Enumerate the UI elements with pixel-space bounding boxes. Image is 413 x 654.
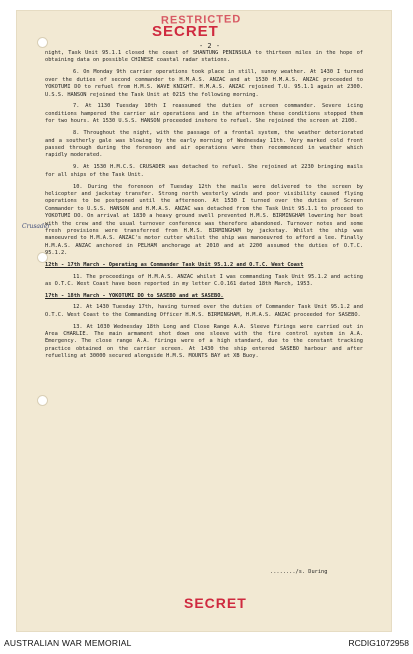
paragraph: 12. At 1430 Tuesday 17th, having turned over the duties of Commander Task Unit 95.1.2 and O.T.C. West Coast to the Commanding Officer H.M.S. BIRMINGHAM, H.M.A.S. ANZAC proceeded for SASEBO. [45,304,363,318]
section-heading: 12th - 17th March - Operating as Commander Task Unit 95.1.2 and O.T.C. West Coast [45,262,304,269]
margin-handwritten-note: Crusader [22,223,51,230]
paragraph: 11. The proceedings of H.M.A.S. ANZAC whilst I was commanding Task Unit 95.1.2 and acting as O.T.C. West Coast have been reported in my letter C.O.161 dated 18th March, 1953. [45,273,363,287]
archive-credit: AUSTRALIAN WAR MEMORIAL [4,638,132,648]
paragraph: 6. On Monday 9th carrier operations took place in still, sunny weather. At 1430 I turned over the duties of second commander to H.M.A.S. ANZAC and at 1530 H.M.A.S. ANZAC proceeded to YOKOTUMI DO to refuel from H.M.S. WAVE KNIGHT. H.M.A.S. ANZAC rejoined T.U. 95.1.1 again at 2300. U.S.S. HANSON rejoined the Task Unit at 0215 the following morning. [45,69,363,98]
paragraph: 13. At 1030 Wednesday 18th Long and Close Range A.A. Sleeve Firings were carried out in Area CHARLIE. The main armament shot down one sleeve with the fire control system in A.A. Emergency. The close range A.A. firings were of a high standard, due to the constant tracking practice obtained on the carrier screen. At 1430 the ship entered SASEBO harbour and after refuelling at 30000 secured alongside H.M.S. MOUNTS BAY at XB Buoy. [45,323,363,360]
archive-reference: RCDIG1072958 [348,638,409,648]
paragraph: 10. During the forenoon of Tuesday 12th the mails were delivered to the screen by helicopter and jackstay transfer. Strong north westerly winds and poor visibility caused flying operations to be postponed until the afternoon. At 1530 I turned over the duties of Screen Commander to U.S.S. HANSON and H.M.A.S. ANZAC was detached from the Task Unit 95.1.1 to proceed to YOKOTUMI DO. On arrival at 1830 a heavy ground swell prevented H.M.S. BIRMINGHAM lowering her boat with the crew and the usual turnover conference was therefore abandoned. Turnover notes and some fresh provisions were transferred from H.M.S. BIRMINGHAM by jackstay. Whilst the ship was manoeuvred to H.M.A.S. ANZAC's motor cutter whilst the ship was manoeuvred to afford a lee. Finally H.M.A.S. ANZAC anchored in PELHAM anchorage at 2010 and at 2200 assumed the duties of O.T.C. 95.1.2. [45,183,363,257]
punch-hole [37,395,48,406]
paragraph: 9. At 1530 H.M.C.S. CRUSADER was detached to refuel. She rejoined at 2230 bringing mails for all ships of the Task Unit. [45,164,363,178]
section-heading: 17th - 18th March - YOKOTUMI DO to SASEBO and at SASEBO. [45,292,224,299]
secret-stamp-bottom: SECRET [184,595,247,611]
signature-line: ......../s. During [270,569,328,575]
secret-stamp-top: SECRET [152,23,219,40]
document-body [45,50,363,365]
paragraph: 7. At 1130 Tuesday 10th I reassumed the duties of screen commander. Severe icing conditions hampered the carrier air operations and in the afternoon these conditions stopped them for two hours. At 1530 U.S.S. HANSON proceeded inshore to refuel. She rejoined the screen at 2100. [45,103,363,125]
restricted-stamp: RESTRICTED [160,13,242,27]
document-sheet [16,10,392,632]
paragraph: night, Task Unit 95.1.1 closed the coast of SHANTUNG PENINSULA to thirteen miles in the hope of obtaining data on possible CHINESE coastal radar stations. [45,50,363,64]
punch-hole [37,37,48,48]
paragraph: 8. Throughout the night, with the passage of a frontal system, the weather deteriorated and a southerly gale was blowing by the early morning of Wednesday 11th. Very marked cold front passed through during the forenoon and air operations were then recommenced in weather which rapidly moderated. [45,130,363,159]
page-number: - 2 - [199,42,221,50]
